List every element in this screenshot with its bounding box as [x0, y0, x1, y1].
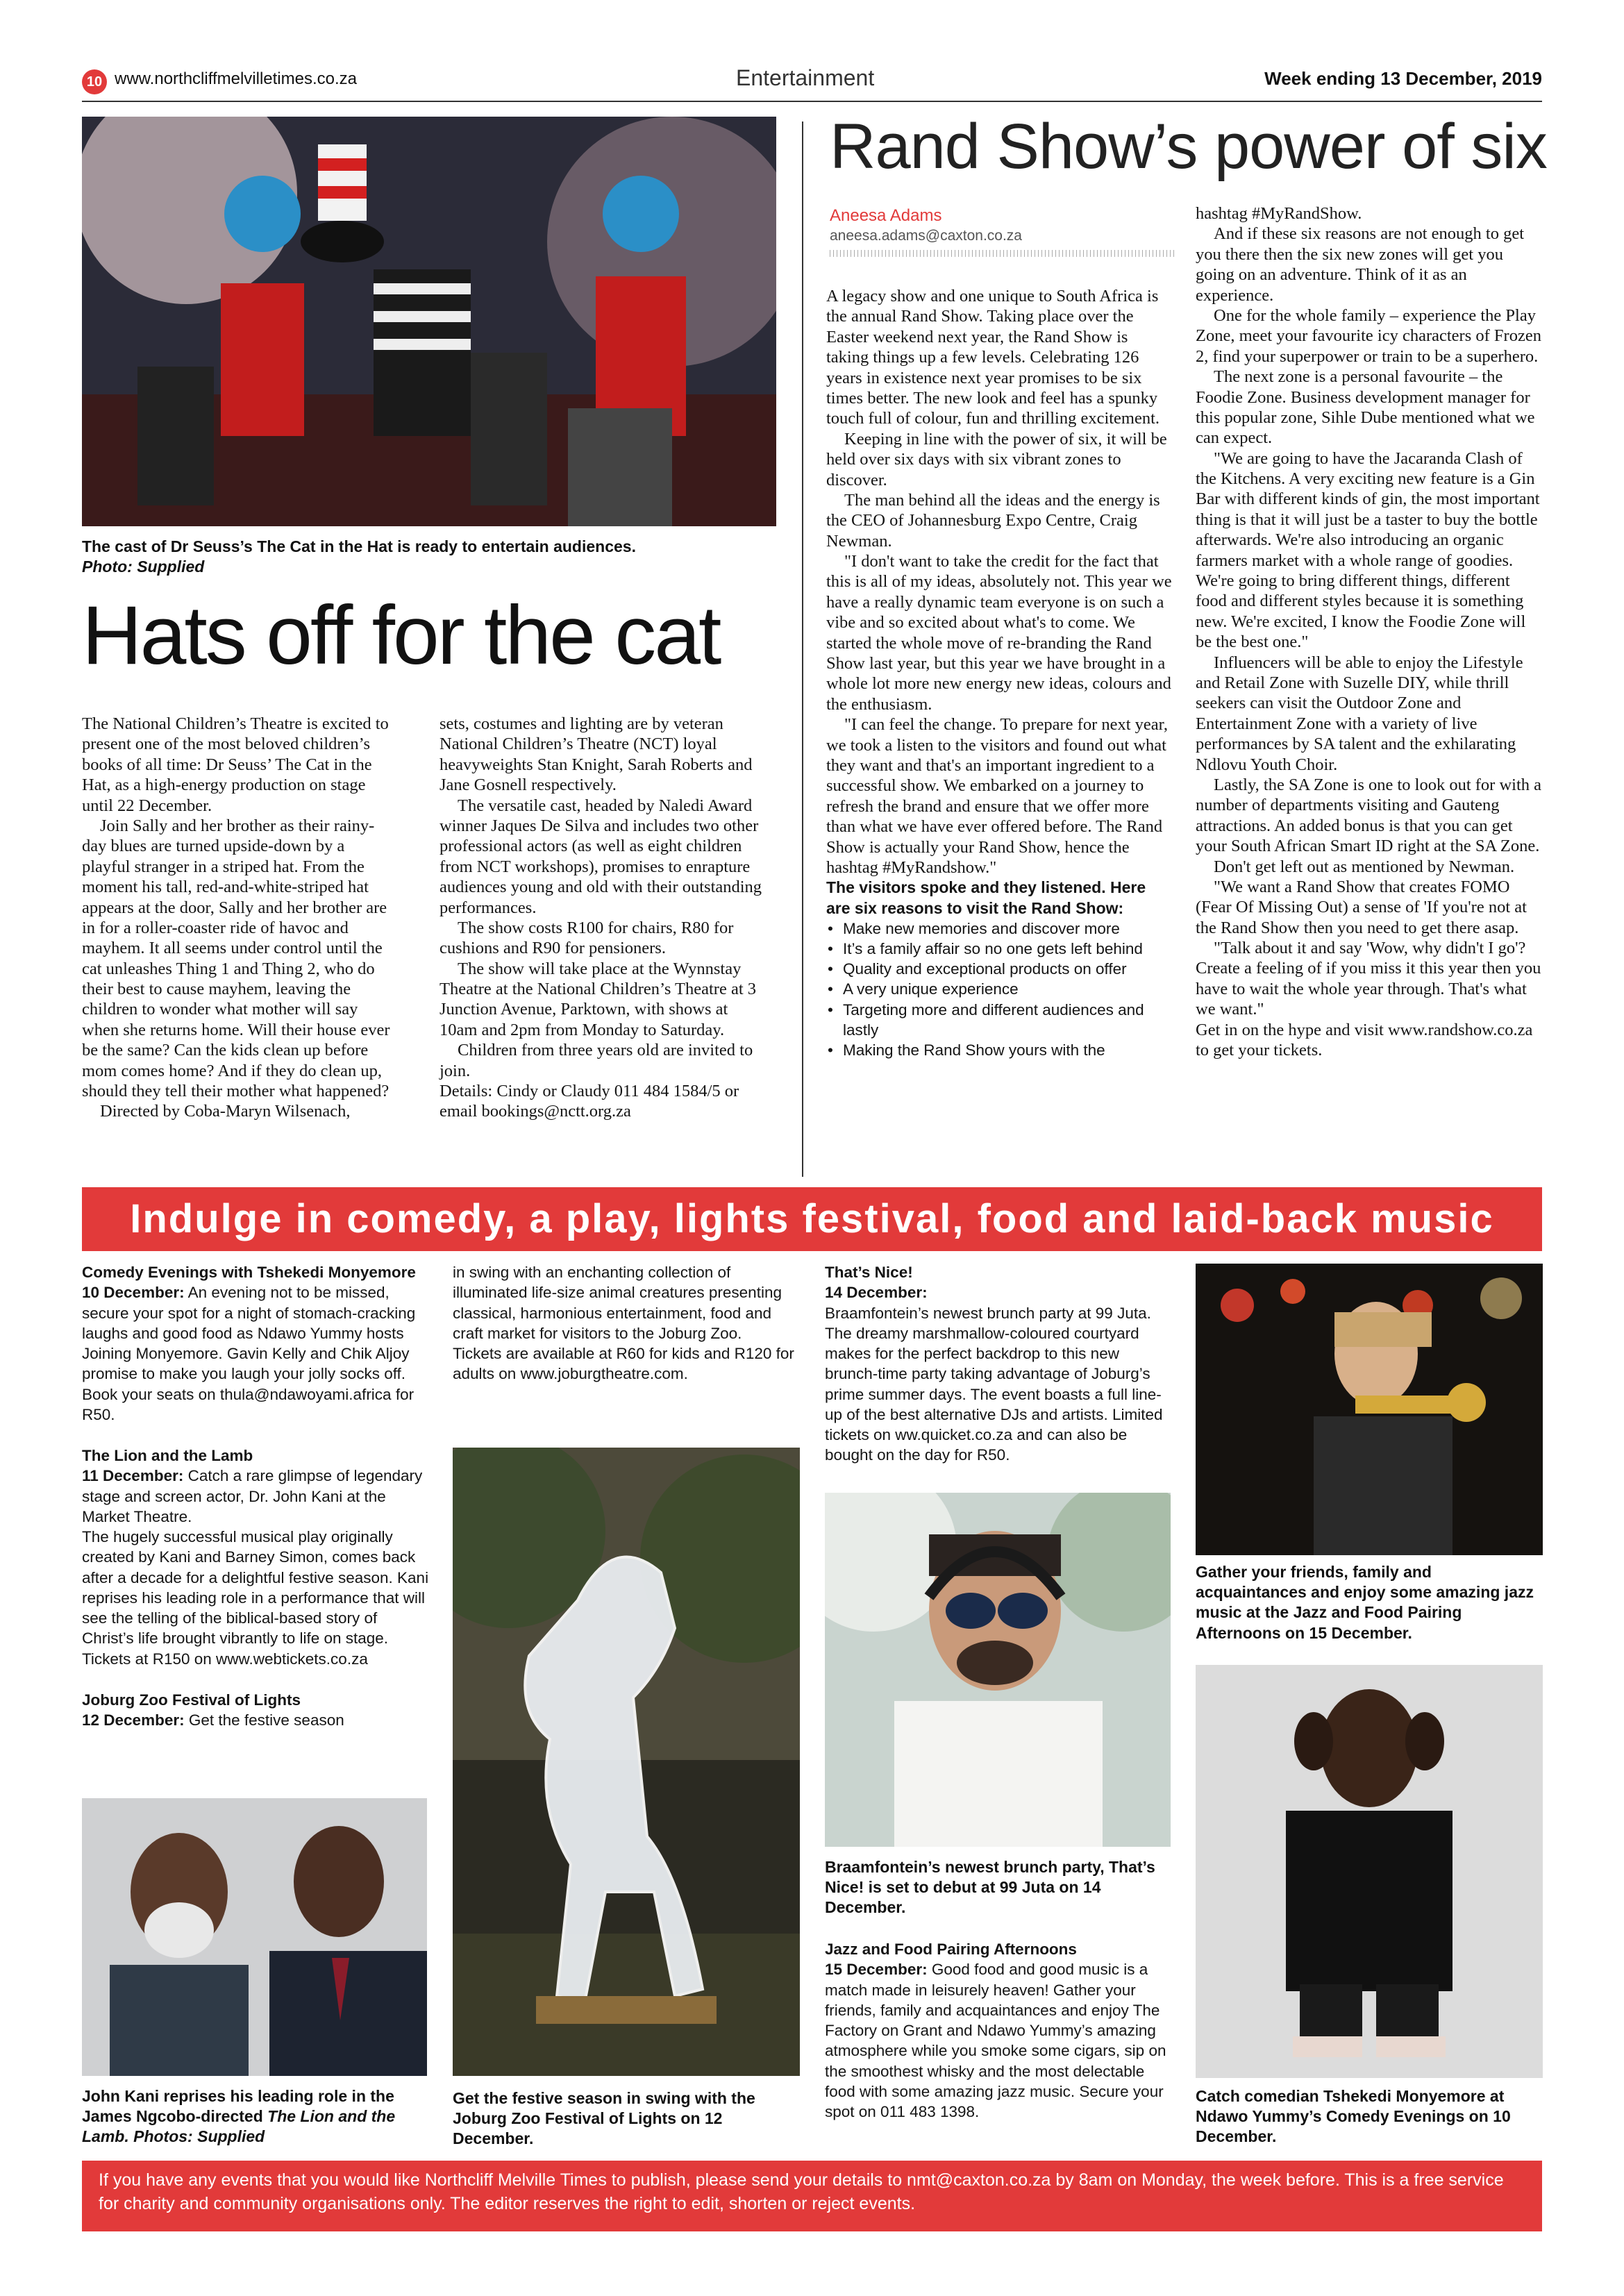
- event-title-comedy: Comedy Evenings with Tshekedi Monyemore: [82, 1264, 416, 1281]
- rand-col2-para: "We want a Rand Show that creates FOMO (Fear Of Missing Out) a sense of 'If you're not at the Rand Show then you need to get there asap.: [1196, 877, 1527, 937]
- events-column-3: [825, 1262, 1172, 1466]
- section-title: Entertainment: [736, 65, 875, 90]
- cat-story-column-1: [82, 714, 394, 1122]
- rand-reasons-list: [826, 919, 1173, 1061]
- rand-author: Aneesa Adams: [830, 206, 942, 225]
- events-column-3-jazz: [825, 1939, 1172, 2122]
- rand-col2-para: One for the whole family – experience the Play Zone, meet your favourite icy characters of Frozen 2, find your superpower or train to be a superhero.: [1196, 305, 1541, 366]
- event-title-nice: That’s Nice!: [825, 1264, 913, 1281]
- list-item: • Making the Rand Show yours with the: [826, 1040, 1173, 1060]
- event-title-zoo: Joburg Zoo Festival of Lights: [82, 1691, 301, 1709]
- list-item: • A very unique experience: [826, 979, 1173, 999]
- issue-date: Week ending 13 December, 2019: [1264, 68, 1542, 89]
- comedy-caption: Catch comedian Tshekedi Monyemore at Ndawo Yummy’s Comedy Evenings on 10 December.: [1196, 2087, 1511, 2146]
- rand-headline: Rand Show’s power of six: [830, 111, 1547, 182]
- rand-col2-para: "We are going to have the Jacaranda Clash of the Kitchens. A very exciting new feature is a Gin Bar with different kinds of gin, the most important thing is that it will just be a taster to buy the bottle afterwards. We're also introducing an organic farmers market with a whole range of goodies. We're going to bring different things, different food and different styles because it is something new. We're excited, I know the Foodie Zone will be the best one.": [1196, 449, 1540, 652]
- kani-caption-text: John Kani reprises his leading role in the James Ngcobo-directed: [82, 2087, 394, 2126]
- page-number-badge: 10: [82, 69, 107, 94]
- zoo-lights-horse-photo: [453, 1448, 800, 2076]
- event-title-lion: The Lion and the Lamb: [82, 1447, 253, 1464]
- events-banner: [82, 1187, 1542, 1251]
- event-body-zoo-3: Tickets are available at R60 for kids and R120 for adults on www.joburgtheatre.com.: [453, 1345, 794, 1383]
- cat-col1-para: Directed by Coba-Maryn Wilsenach,: [100, 1102, 351, 1121]
- cat-col2-para: sets, costumes and lighting are by veteran National Children’s Theatre (NCT) loyal heavyweights Stan Knight, Sarah Roberts and Jane Gosnell respectively.: [440, 714, 753, 795]
- cat-col2-para: The show costs R100 for chairs, R80 for cushions and R90 for pensioners.: [440, 918, 734, 958]
- cat-headline: Hats off for the cat: [82, 589, 720, 682]
- kani-caption-credit: The Lion and the Lamb. Photos: Supplied: [82, 2107, 396, 2146]
- rand-col1-para: "I don't want to take the credit for the fact that this is all of my ideas, absolutely not. This year we have a really dynamic team everyone is on such a vibe and so excited about what's to come. We started the whole move of re-branding the Rand Show last year, but this year we have brought in a whole lot more new energy new ideas, colours and the enthusiasm.: [826, 552, 1172, 714]
- cat-col2-para: The show will take place at the Wynnstay Theatre at the National Children’s Theatre at 3 Junction Avenue, Parktown, with shows at 10am and 2pm from Monday to Saturday.: [440, 959, 757, 1039]
- cat-col2-para: Details: Cindy or Claudy 011 484 1584/5 or email bookings@nctt.org.za: [440, 1082, 739, 1121]
- events-banner-title: Indulge in comedy, a play, lights festival, food and laid-back music: [130, 1196, 1494, 1241]
- rand-col2-para: The next zone is a personal favourite – the Foodie Zone. Business development manager for this popular zone, Sihle Dube mentioned what we can expect.: [1196, 367, 1535, 448]
- list-item: • Make new memories and discover more: [826, 919, 1173, 939]
- rand-story-column-2: [1196, 203, 1543, 1060]
- rand-col2-para: Get in on the hype and visit www.randshow.co.za to get your tickets.: [1196, 1020, 1533, 1060]
- column-divider: [802, 121, 803, 1177]
- kani-caption: [82, 2086, 429, 2147]
- nice-caption: Braamfontein’s newest brunch party, That’s Nice! is set to debut at 99 Juta on 14 December.: [825, 1858, 1155, 1917]
- event-date-zoo: 12 December:: [82, 1711, 185, 1729]
- byline-divider: [830, 250, 1177, 257]
- zoo-caption: Get the festive season in swing with the Joburg Zoo Festival of Lights on 12 December.: [453, 2089, 755, 2148]
- list-item: • It’s a family affair so no one gets left behind: [826, 939, 1173, 959]
- rand-col2-para: "Talk about it and say 'Wow, why didn't I go'? Create a feeling of if you miss it this year then you have to wait the whole year through. That's what we want.": [1196, 939, 1541, 1019]
- rand-col2-para: hashtag #MyRandShow.: [1196, 204, 1362, 223]
- rand-col2-para: Influencers will be able to enjoy the Lifestyle and Retail Zone with Suzelle DIY, while thrill seekers can visit the Outdoor Zone and Entertainment Zone with a variety of live performances by SA talent and the exhilarating Ndlovu Youth Choir.: [1196, 653, 1523, 774]
- submission-notice: If you have any events that you would like Northcliff Melville Times to publish, please send your details to nmt@caxton.co.za by 8am on Monday, the week before. This is a free service for charity and community organisations only. The editor reserves the right to edit, shorten or reject events.: [82, 2161, 1542, 2231]
- jazz-trumpet-photo: [1196, 1264, 1543, 1555]
- event-body-lion-2: The hugely successful musical play originally created by Kani and Barney Simon, comes back after a decade for a delightful festive season. Kani reprises his leading role in a performance that will see the telling of the biblical-based story of Christ’s life brought vibrantly to life on stage. Tickets at R150 on www.webtickets.co.za: [82, 1528, 429, 1668]
- event-date-nice: 14 December:: [825, 1284, 928, 1302]
- comedian-photo: [1196, 1665, 1543, 2078]
- cat-photo-credit: Photo: Supplied: [82, 558, 205, 576]
- rand-col1-para: The man behind all the ideas and the energy is the CEO of Johannesburg Expo Centre, Craig Newman.: [826, 490, 1160, 551]
- event-date-jazz: 15 December:: [825, 1961, 928, 1979]
- john-kani-photo: [82, 1798, 427, 2076]
- rand-col1-para: "I can feel the change. To prepare for next year, we took a listen to the visitors and found out what they want and that's an important ingredient to a successful show. We embarked on a journey to refresh the brand and ensure that we offer more than what we have ever offered before. The Rand Show is actually your Rand Show, hence the hashtag #MyRandshow.": [826, 715, 1168, 877]
- events-column-2: [453, 1262, 800, 1384]
- events-column-1: [82, 1262, 429, 1730]
- thats-nice-dj-photo: [825, 1493, 1171, 1847]
- cat-col2-para: Children from three years old are invited to join.: [440, 1041, 753, 1080]
- cat-col2-para: The versatile cast, headed by Naledi Award winner Jaques De Silva and includes two other professional actors (as well as eight children from NCT workshops), promises to enrapture audiences young and old with their outstanding performances.: [440, 796, 762, 917]
- cat-col1-para: Join Sally and her brother as their rainy-day blues are turned upside-down by a playful stranger in a striped hat. From the moment his tall, red-and-white-striped hat appears at the door, Sally and her brother are in for a roller-coaster ride of havoc and mayhem. It all seems under control until the cat unleashes Thing 1 and Thing 2, who do their best to cause mayhem, leaving the children to wonder what mother will say when she returns home. Will their house ever be the same? Can the kids clean up before mom comes home? And if they do clean up, should they tell their mother what happened?: [82, 816, 390, 1101]
- rand-story-column-1: [826, 286, 1173, 1060]
- cat-photo-caption: [82, 537, 776, 577]
- rand-col1-para: Keeping in line with the power of six, it will be held over six days with six vibrant zones to discover.: [826, 429, 1167, 489]
- cat-photo-caption-text: The cast of Dr Seuss’s The Cat in the Hat is ready to entertain audiences.: [82, 537, 636, 555]
- rand-col2-para: Don't get left out as mentioned by Newman.: [1214, 857, 1515, 876]
- site-url[interactable]: www.northcliffmelvilletimes.co.za: [115, 69, 357, 88]
- event-body-lion: Catch a rare glimpse of legendary stage and screen actor, Dr. John Kani at the Market Theatre.: [82, 1467, 423, 1525]
- event-body-zoo: Get the festive season: [188, 1711, 344, 1729]
- list-item: • Quality and exceptional products on offer: [826, 959, 1173, 979]
- event-date-comedy: 10 December:: [82, 1284, 185, 1302]
- rand-col2-para: And if these six reasons are not enough to get you there then the six new zones will get you going on an adventure. Think of it as an experience.: [1196, 224, 1525, 305]
- event-body-comedy: An evening not to be missed, secure your spot for a night of stomach-cracking laughs and good food as Ndawo Yummy hosts Joining Monyemore. Gavin Kelly and Chik Aljoy promise to make you laugh your jolly socks off. Book your seats on thula@ndawoyami.africa for R50.: [82, 1284, 416, 1423]
- rand-col1-para: A legacy show and one unique to South Africa is the annual Rand Show. Taking place over the Easter weekend next year, the Rand Show is taking things up a few levels. Celebrating 126 years in existence next year promises to be six times better. The new look and feel has a spunky touch full of colour, fun and thrilling excitement.: [826, 287, 1160, 428]
- rand-col2-para: Lastly, the SA Zone is one to look out for with a number of departments visiting and Gauteng attractions. An added bonus is that you can get your South African Smart ID right at the SA Zone.: [1196, 775, 1542, 856]
- event-title-jazz: Jazz and Food Pairing Afternoons: [825, 1941, 1077, 1958]
- event-body-nice: Braamfontein’s newest brunch party at 99 Juta. The dreamy marshmallow-coloured courtyard makes for the perfect backdrop to this new brunch-time party taking advantage of Joburg’s prime summer days. The event boasts a full line-up of the best alternative DJs and artists. Limited tickets on ww.quicket.co.za and can also be bought on the day for R50.: [825, 1304, 1163, 1464]
- rand-reasons-intro: The visitors spoke and they listened. Here are six reasons to visit the Rand Show:: [826, 878, 1146, 917]
- event-body-jazz: Good food and good music is a match made in leisurely heaven! Gather your friends, family and acquaintances and enjoy The Factory on Grant and Ndawo Yummy’s amazing atmosphere while you smoke some cigars, sip on the smoothest whisky and the most delectable food with some amazing jazz music. Secure your spot on 011 483 1398.: [825, 1961, 1166, 2120]
- cat-story-column-2: [440, 714, 769, 1122]
- rand-author-email[interactable]: aneesa.adams@caxton.co.za: [830, 228, 1022, 244]
- header-divider: [82, 101, 1542, 102]
- cat-col1-para: The National Children’s Theatre is excited to present one of the most beloved children’s books of all time: Dr Seuss’ The Cat in the Hat, as a high-energy production on stage until 22 December.: [82, 714, 389, 815]
- list-item: • Targeting more and different audiences and lastly: [826, 1000, 1173, 1041]
- event-body-zoo-2: in swing with an enchanting collection of illuminated life-size animal creatures presenting classical, harmonious entertainment, food and craft market for visitors to the Joburg Zoo.: [453, 1264, 782, 1342]
- event-date-lion: 11 December:: [82, 1467, 184, 1485]
- jazz-caption: Gather your friends, family and acquaintances and enjoy some amazing jazz music at the Jazz and Food Pairing Afternoons on 15 December.: [1196, 1563, 1534, 1642]
- cat-in-hat-cast-photo: [82, 117, 776, 526]
